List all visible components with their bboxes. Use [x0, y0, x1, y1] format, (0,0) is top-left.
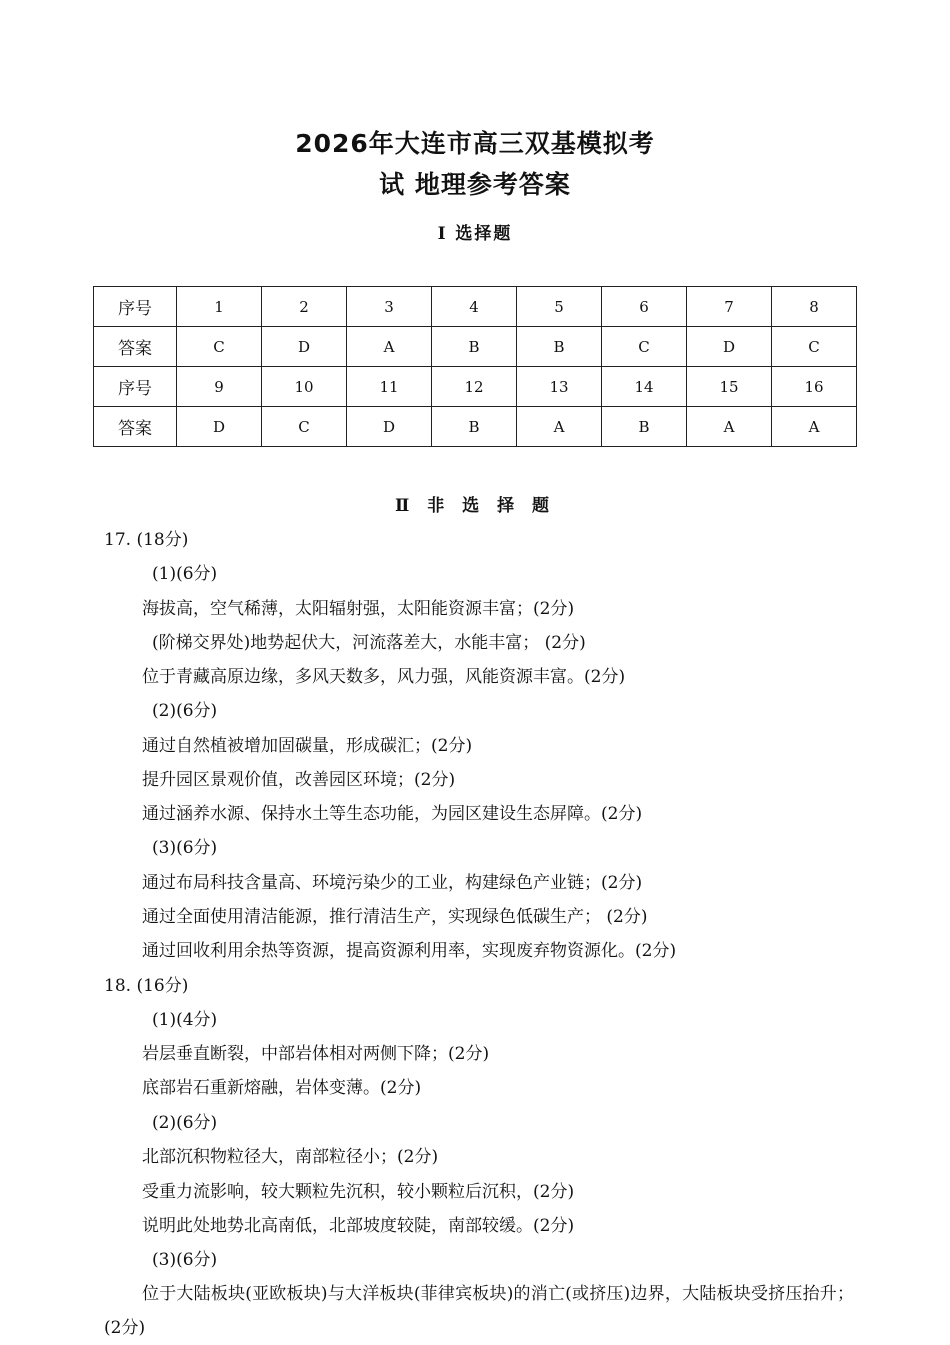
q18-part-1-label: (1)(4分): [152, 1010, 218, 1030]
answer-line: 北部沉积物粒径大，南部粒径小；(2分): [142, 1147, 439, 1167]
row-label: 序号: [94, 287, 177, 327]
table-cell: C: [772, 327, 857, 367]
table-cell: B: [432, 407, 517, 447]
answer-line: 受重力流影响，较大颗粒先沉积，较小颗粒后沉积，(2分): [142, 1182, 575, 1202]
document-title-line-2: 试 地理参考答案: [379, 170, 571, 199]
table-cell: A: [517, 407, 602, 447]
answer-line: 通过全面使用清洁能源，推行清洁生产，实现绿色低碳生产； (2分): [142, 907, 648, 927]
table-cell: 13: [517, 367, 602, 407]
answer-line: 岩层垂直断裂，中部岩体相对两侧下降；(2分): [142, 1044, 490, 1064]
table-cell: D: [347, 407, 432, 447]
table-cell: D: [262, 327, 347, 367]
section-heading-choice: I 选择题: [437, 224, 513, 244]
table-cell: 7: [687, 287, 772, 327]
table-cell: C: [262, 407, 347, 447]
table-cell: 4: [432, 287, 517, 327]
document-title-line-1: 2026年大连市高三双基模拟考: [295, 129, 655, 158]
answer-line: 说明此处地势北高南低，北部坡度较陡，南部较缓。(2分): [142, 1216, 575, 1236]
table-cell: B: [517, 327, 602, 367]
answer-line: 通过涵养水源、保持水土等生态功能，为园区建设生态屏障。(2分): [142, 804, 643, 824]
answer-line: (阶梯交界处)地势起伏大，河流落差大，水能丰富； (2分): [152, 633, 586, 653]
table-row: [94, 287, 857, 327]
answer-line: 海拔高，空气稀薄，太阳辐射强，太阳能资源丰富；(2分): [142, 599, 575, 619]
table-cell: A: [772, 407, 857, 447]
answer-line: 通过回收利用余热等资源，提高资源利用率，实现废弃物资源化。(2分): [142, 941, 677, 961]
table-cell: C: [602, 327, 687, 367]
table-cell: 9: [177, 367, 262, 407]
row-label: 序号: [94, 367, 177, 407]
question-17-title: 17. (18分): [104, 530, 189, 550]
q18-part-2-label: (2)(6分): [152, 1113, 218, 1133]
table-cell: 15: [687, 367, 772, 407]
answer-line: 底部岩石重新熔融，岩体变薄。(2分): [142, 1078, 422, 1098]
table-cell: 11: [347, 367, 432, 407]
table-row: [94, 327, 857, 367]
table-row: [94, 407, 857, 447]
table-cell: 1: [177, 287, 262, 327]
table-cell: C: [177, 327, 262, 367]
table-cell: A: [347, 327, 432, 367]
table-cell: D: [687, 327, 772, 367]
q17-part-3-label: (3)(6分): [152, 838, 218, 858]
table-cell: 8: [772, 287, 857, 327]
table-cell: A: [687, 407, 772, 447]
q18-part-3-label: (3)(6分): [152, 1250, 218, 1270]
row-label: 答案: [94, 327, 177, 367]
table-cell: D: [177, 407, 262, 447]
table-cell: 10: [262, 367, 347, 407]
table-row: [94, 367, 857, 407]
q17-part-2-label: (2)(6分): [152, 701, 218, 721]
section-heading-non-choice: Ⅱ 非 选 择 题: [394, 496, 555, 516]
answer-table: [93, 286, 857, 447]
row-label: 答案: [94, 407, 177, 447]
table-cell: 3: [347, 287, 432, 327]
answer-line: 通过布局科技含量高、环境污染少的工业，构建绿色产业链；(2分): [142, 873, 643, 893]
table-cell: B: [602, 407, 687, 447]
table-cell: B: [432, 327, 517, 367]
answer-line: 位于青藏高原边缘，多风天数多，风力强，风能资源丰富。(2分): [142, 667, 626, 687]
table-cell: 12: [432, 367, 517, 407]
table-cell: 16: [772, 367, 857, 407]
answer-paragraph: 位于大陆板块(亚欧板块)与大洋板块(菲律宾板块)的消亡(或挤压)边界，大陆板块受挤压抬升；(2分): [104, 1284, 854, 1338]
table-cell: 6: [602, 287, 687, 327]
question-18-title: 18. (16分): [104, 976, 189, 996]
table-cell: 2: [262, 287, 347, 327]
table-cell: 14: [602, 367, 687, 407]
answer-line: 提升园区景观价值，改善园区环境；(2分): [142, 770, 456, 790]
table-cell: 5: [517, 287, 602, 327]
q17-part-1-label: (1)(6分): [152, 564, 218, 584]
answer-line: 通过自然植被增加固碳量，形成碳汇；(2分): [142, 736, 473, 756]
